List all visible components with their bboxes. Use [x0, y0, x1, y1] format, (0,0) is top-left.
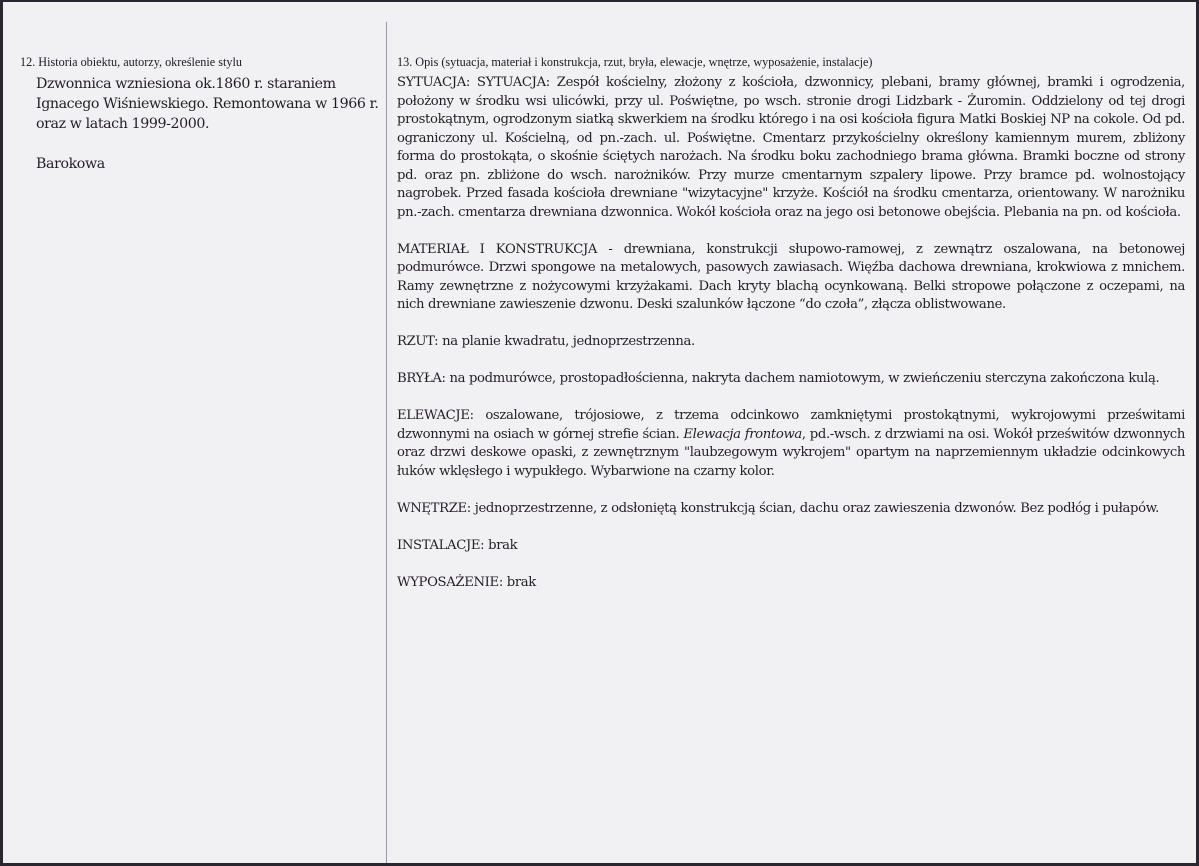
history-section	[20, 54, 380, 174]
column-divider	[386, 22, 387, 863]
document-page	[3, 2, 1196, 863]
paragraph-bryla: BRYŁA: na podmurówce, prostopadłościenna, nakryta dachem namiotowym, w zwieńczeniu sterczyna zakończona kulą.	[397, 371, 1160, 386]
history-heading: 12. Historia obiektu, autorzy, określenie stylu	[20, 55, 242, 69]
history-body	[36, 74, 380, 174]
description-section	[397, 54, 1185, 611]
paragraph-wnetrze: WNĘTRZE: jednoprzestrzenne, z odsłoniętą konstrukcją ścian, dachu oraz zawieszenia dzwonów. Bez podłóg i pułapów.	[397, 500, 1159, 516]
paragraph-sytuacja: SYTUACJA: SYTUACJA: Zespół kościelny, złożony z kościoła, dzwonnicy, plebani, bramy głównej, bramki i ogrodzenia, położony w środku wsi ulicówki, przy ul. Poświętne, po wsch. stronie drogi Lidzbark - Żuromin. Oddzielony od tej drogi prostokątnym, ogrodzonym siatką skwerkiem na środku którego i na osi kościoła figura Matki Boskiej NP na cokole. Od pd. ograniczony ul. Kościelną, od pn.-zach. ul. Poświętne. Cmentarz przykościelny określony kamiennym murem, zbliżony forma do prostokąta, o skośnie ściętych narożach. Na środku boku zachodniego brama główna. Bramki boczne od strony pd. oraz pn. zbliżone do wsch. narożników. Przy murze cmentarnym szpalery lipowe. Przy bramce pd. wolnostojący nagrobek. Przed fasada kościoła drewniane "wizytacyjne" krzyże. Kościół na środku cmentarza, orientowany. W narożniku pn.-zach. cmentarza drewniana dzwonnica. Wokół kościoła oraz na jego osi betonowe obejścia. Plebania na pn. od kościoła.	[397, 75, 1185, 220]
paragraph-rzut: RZUT: na planie kwadratu, jednoprzestrzenna.	[397, 334, 695, 349]
history-text: Dzwonnica wzniesiona ok.1860 r. staraniem Ignacego Wiśniewskiego. Remontowana w 1966 r. oraz w latach 1999-2000.	[36, 76, 379, 132]
style-value: Barokowa	[36, 156, 105, 172]
description-heading: 13. Opis (sytuacja, materiał i konstrukcja, rzut, bryła, elewacje, wnętrze, wyposażenie, instalacje)	[397, 55, 873, 69]
description-body	[397, 74, 1185, 592]
elewacje-text-end: , pd.-wsch. z drzwiami na osi. Wokół prześwitów dzwonnych oraz drzwi deskowe opaski, z zewnętrznym "laubzegowym wykrojem" opartym na naprzemiennym układzie odcinkowych łuków wklęsłego i wypukłego. Wybarwione na czarny kolor.	[397, 426, 1185, 479]
paragraph-elewacje	[397, 407, 1185, 481]
elewacje-italic-term: Elewacja frontowa	[683, 426, 802, 442]
paragraph-instalacje: INSTALACJE: brak	[397, 537, 518, 553]
paragraph-wyposazenie: WYPOSAŻENIE: brak	[397, 574, 536, 590]
paragraph-material: MATERIAŁ I KONSTRUKCJA - drewniana, konstrukcji słupowo-ramowej, z zewnątrz oszalowana, na betonowej podmurówce. Drzwi spongowe na metalowych, pasowych zawiasach. Więźba dachowa drewniana, krokwiowa z mnichem. Ramy zewnętrzne z nożycowymi krzyżakami. Dach kryty blachą ocynkowaną. Belki stropowe połączone z oczepami, na nich drewniane zawieszenie dzwonu. Deski szalunków łączone “do czoła”, złącza oblistwowane.	[397, 241, 1185, 312]
elewacje-text-start: ELEWACJE: oszalowane, trójosiowe, z trzema odcinkowo zamkniętymi prostokątnymi, wykrojowymi prześwitami dzwonnymi na osiach w górnej strefie ścian.	[397, 408, 1185, 442]
